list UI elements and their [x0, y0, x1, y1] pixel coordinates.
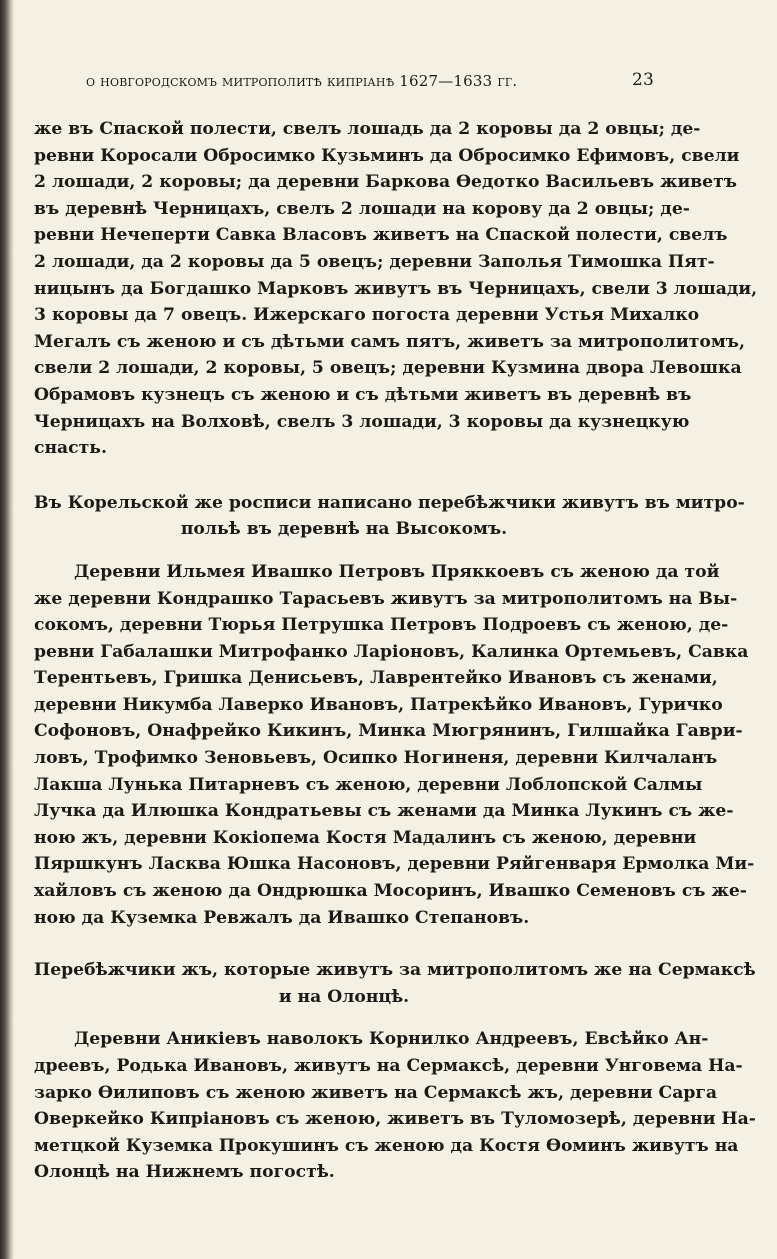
book-page: [34, 64, 758, 1186]
text-line: снасть.: [34, 438, 107, 459]
text-line: метцкой Куземка Прокушинъ съ женою да Костя Өоминъ живутъ на: [34, 1135, 739, 1156]
text-line: Софоновъ, Онафрейко Кикинъ, Минка Мюгрянинъ, Гилшайка Гаври-: [34, 721, 743, 742]
text-line: же деревни Кондрашко Тарасьевъ живутъ за митрополитомъ на Вы-: [34, 588, 738, 609]
text-line: 2 лошади, 2 коровы; да деревни Баркова Өедотко Васильевъ живетъ: [34, 172, 737, 193]
paragraph-livestock: [34, 116, 758, 462]
text-line: деревни Никумба Лаверко Ивановъ, Патрекѣйко Ивановъ, Гуричко: [34, 694, 723, 715]
text-line: же въ Спаской полести, свелъ лошадь да 2 коровы да 2 овцы; де-: [34, 119, 701, 139]
heading-line: и на Олонцѣ.: [278, 986, 410, 1007]
text-line: ревни Коросали Обросимко Кузьминъ да Обросимко Ефимовъ, свели: [34, 145, 740, 166]
text-line: ловъ, Трофимко Зеновьевъ, Осипко Ногиненя, деревни Килчаланъ: [34, 748, 718, 769]
heading-line: польѣ въ деревнѣ на Высокомъ.: [180, 519, 508, 540]
section-heading-sermaks: [34, 957, 756, 1010]
text-line: свели 2 лошади, 2 коровы, 5 овецъ; деревни Кузмина двора Левошка: [34, 358, 742, 379]
text-line: ною да Куземка Ревжалъ да Ивашко Степановъ.: [34, 907, 530, 928]
text-line: дреевъ, Родька Ивановъ, живутъ на Сермаксѣ, деревни Унговема На-: [34, 1056, 743, 1076]
text-line: ницынъ да Богдашко Марковъ живутъ въ Черницахъ, свели 3 лошади,: [34, 278, 758, 299]
text-line: сокомъ, деревни Тюрья Петрушка Петровъ Подроевъ съ женою, де-: [34, 615, 729, 636]
text-line: въ деревнѣ Черницахъ, свелъ 2 лошади на корову да 2 овцы; де-: [34, 198, 690, 219]
text-line: Пяршкунъ Ласква Юшка Насоновъ, деревни Ряйгенваря Ермолка Ми-: [34, 854, 755, 875]
section-heading-korela: [34, 490, 745, 543]
body-text: [34, 116, 758, 1186]
text-line: ревни Нечеперти Савка Власовъ живетъ на Спаской полести, свелъ: [34, 225, 728, 246]
page-number: 23: [631, 70, 654, 90]
text-line: 3 коровы да 7 овецъ. Ижерскаго погоста деревни Устья Михалко: [34, 305, 700, 326]
running-title: о новгородскомъ митрополитѣ кипріанѣ 1627—1633 гг.: [86, 72, 518, 90]
paragraph-sermaks: [34, 1026, 756, 1186]
text-line: Лакша Лунька Питарневъ съ женою, деревни Лоблопской Салмы: [34, 774, 703, 795]
text-line: Деревни Ильмея Ивашко Петровъ Пряккоевъ съ женою да той: [74, 561, 720, 582]
text-line: хайловъ съ женою да Ондрюшка Мосоринъ, Ивашко Семеновъ съ же-: [34, 881, 747, 902]
text-line: Мегалъ съ женою и съ дѣтьми самъ пятъ, живетъ за митрополитомъ,: [34, 331, 745, 352]
text-line: ревни Габалашки Митрофанко Ларіоновъ, Калинка Ортемьевъ, Савка: [34, 641, 749, 662]
running-header: [34, 64, 654, 94]
text-line: Олонцѣ на Нижнемъ погостѣ.: [34, 1162, 335, 1183]
text-line: 2 лошади, да 2 коровы да 5 овецъ; деревни Заполья Тимошка Пят-: [34, 251, 715, 272]
heading-line: Перебѣжчики жъ, которые живутъ за митрополитомъ же на Сермаксѣ: [34, 960, 756, 981]
text-line: Обрамовъ кузнецъ съ женою и съ дѣтьми живетъ въ деревнѣ въ: [34, 384, 692, 405]
paragraph-korela: [34, 559, 755, 931]
text-line: Терентьевъ, Гришка Денисьевъ, Лаврентейко Ивановъ съ женами,: [34, 668, 718, 689]
text-line: Деревни Аникіевъ наволокъ Корнилко Андреевъ, Евсѣйко Ан-: [74, 1029, 709, 1050]
text-line: зарко Өилиповъ съ женою живетъ на Сермаксѣ жъ, деревни Сарга: [34, 1082, 718, 1103]
text-line: ною жъ, деревни Кокіопема Костя Мадалинъ съ женою, деревни: [34, 827, 697, 848]
text-line: Черницахъ на Волховѣ, свелъ 3 лошади, 3 коровы да кузнецкую: [34, 411, 690, 432]
heading-line: Въ Корельской же росписи написано перебѣжчики живутъ въ митро-: [34, 492, 745, 513]
text-line: Лучка да Илюшка Кондратьевы съ женами да Минка Лукинъ съ же-: [34, 801, 734, 822]
text-line: Оверкейко Кипріановъ съ женою, живетъ въ Туломозерѣ, деревни На-: [34, 1109, 756, 1130]
book-spine-shadow: [0, 0, 14, 1259]
